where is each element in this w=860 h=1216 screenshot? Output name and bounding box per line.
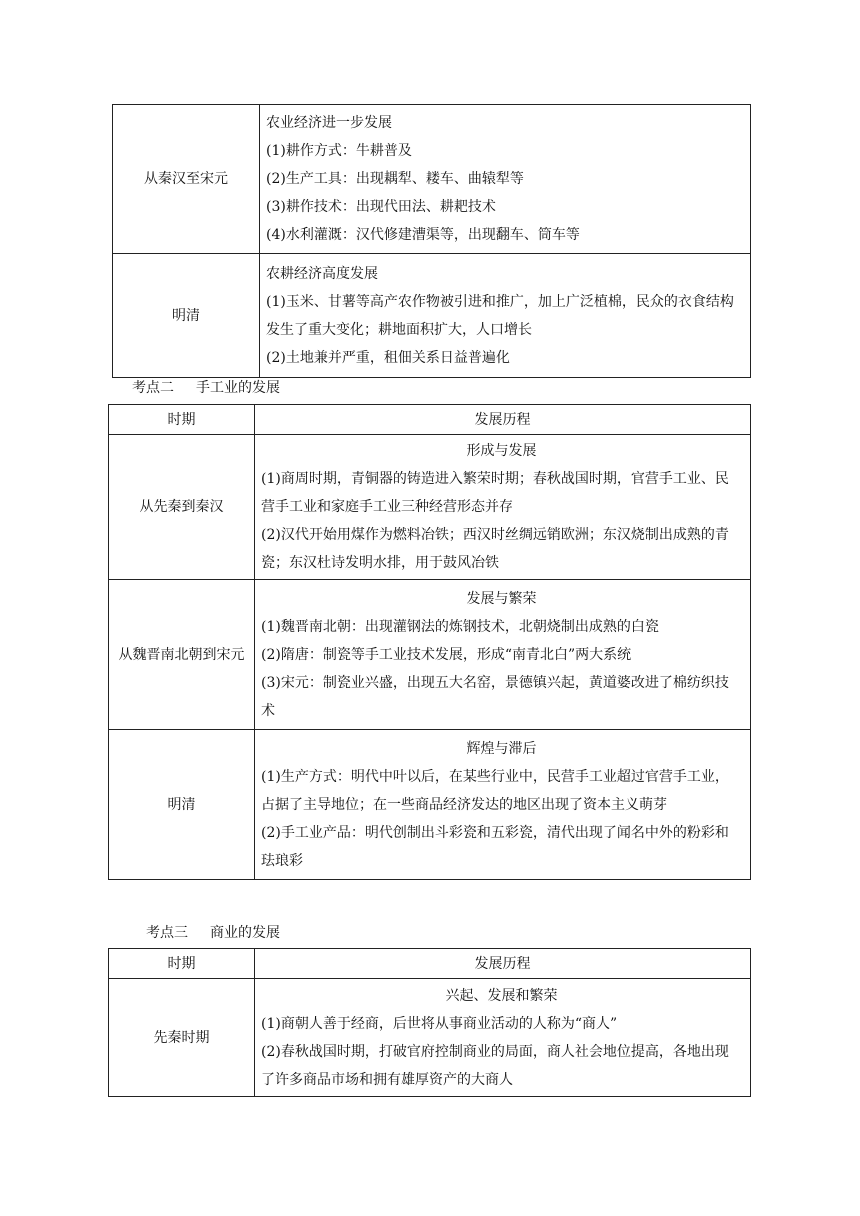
row-heading: 农业经济进一步发展	[266, 115, 392, 131]
list-item: (4)水利灌溉：汉代修建漕渠等，出现翻车、筒车等	[266, 227, 580, 243]
column-header: 时期	[109, 949, 255, 979]
table-row	[109, 580, 751, 730]
list-item: (2)隋唐：制瓷等手工业技术发展，形成“南青北白”两大系统	[261, 646, 632, 663]
list-item: (2)春秋战国时期，打破官府控制商业的局面，商人社会地位提高，各地出现了许多商品市场和拥有雄厚资产的大商人	[261, 1043, 729, 1088]
period-cell: 从先秦到秦汉	[109, 435, 255, 580]
period-cell: 明清	[113, 254, 260, 378]
list-item: (1)玉米、甘薯等高产农作物被引进和推广，加上广泛植棉，民众的衣食结构发生了重大变化；耕地面积扩大，人口增长	[266, 293, 734, 338]
table-header-row	[109, 405, 751, 435]
list-item: (1)耕作方式：牛耕普及	[266, 143, 412, 159]
list-item: (1)生产方式：明代中叶以后，在某些行业中，民营手工业超过官营手工业，占据了主导地位；在一些商品经济发达的地区出现了资本主义萌芽	[261, 768, 729, 813]
period-cell: 从魏晋南北朝到宋元	[109, 580, 255, 730]
commerce-table	[108, 948, 751, 1097]
table-row	[113, 254, 751, 378]
period-cell: 先秦时期	[109, 979, 255, 1097]
period-cell: 从秦汉至宋元	[113, 105, 260, 254]
content-cell	[255, 979, 751, 1097]
handicraft-table	[108, 404, 751, 880]
row-heading: 发展与繁荣	[466, 590, 537, 607]
list-item: (2)生产工具：出现耦犁、耧车、曲辕犁等	[266, 171, 524, 187]
table-header-row	[109, 949, 751, 979]
table-row	[109, 435, 751, 580]
section-number: 考点三	[146, 925, 188, 941]
section-title	[132, 377, 280, 397]
list-item: (2)手工业产品：明代创制出斗彩瓷和五彩瓷，清代出现了闻名中外的粉彩和珐琅彩	[261, 824, 729, 869]
list-item: (2)汉代开始用煤作为燃料冶铁；西汉时丝绸远销欧洲；东汉烧制出成熟的青瓷；东汉杜诗发明水排，用于鼓风冶铁	[261, 527, 729, 571]
column-header: 发展历程	[255, 949, 751, 979]
table-row	[113, 105, 751, 254]
content-cell	[255, 730, 751, 880]
column-header: 时期	[109, 405, 255, 435]
list-item: (1)商朝人善于经商，后世将从事商业活动的人称为“商人”	[261, 1015, 618, 1032]
column-header: 发展历程	[255, 405, 751, 435]
content-cell	[260, 105, 751, 254]
list-item: (3)宋元：制瓷业兴盛，出现五大名窑，景德镇兴起，黄道婆改进了棉纺织技术	[261, 674, 729, 719]
row-heading: 农耕经济高度发展	[266, 265, 378, 282]
content-cell	[255, 435, 751, 580]
list-item: (1)商周时期，青铜器的铸造进入繁荣时期；春秋战国时期，官营手工业、民营手工业和家庭手工业三种经营形态并存	[261, 471, 729, 515]
section-name: 手工业的发展	[196, 380, 280, 396]
row-heading: 形成与发展	[466, 443, 537, 459]
content-cell	[260, 254, 751, 378]
row-heading: 兴起、发展和繁荣	[445, 987, 558, 1004]
table-row	[109, 979, 751, 1097]
list-item: (3)耕作技术：出现代田法、耕耙技术	[266, 199, 496, 215]
agriculture-table	[112, 104, 751, 378]
list-item: (2)土地兼并严重，租佃关系日益普遍化	[266, 349, 510, 366]
table-row	[109, 730, 751, 880]
section-title	[146, 922, 280, 942]
list-item: (1)魏晋南北朝：出现灌钢法的炼钢技术，北朝烧制出成熟的白瓷	[261, 618, 659, 635]
content-cell	[255, 580, 751, 730]
row-heading: 辉煌与滞后	[466, 740, 537, 757]
section-number: 考点二	[132, 380, 174, 396]
period-cell: 明清	[109, 730, 255, 880]
section-name: 商业的发展	[210, 925, 280, 941]
